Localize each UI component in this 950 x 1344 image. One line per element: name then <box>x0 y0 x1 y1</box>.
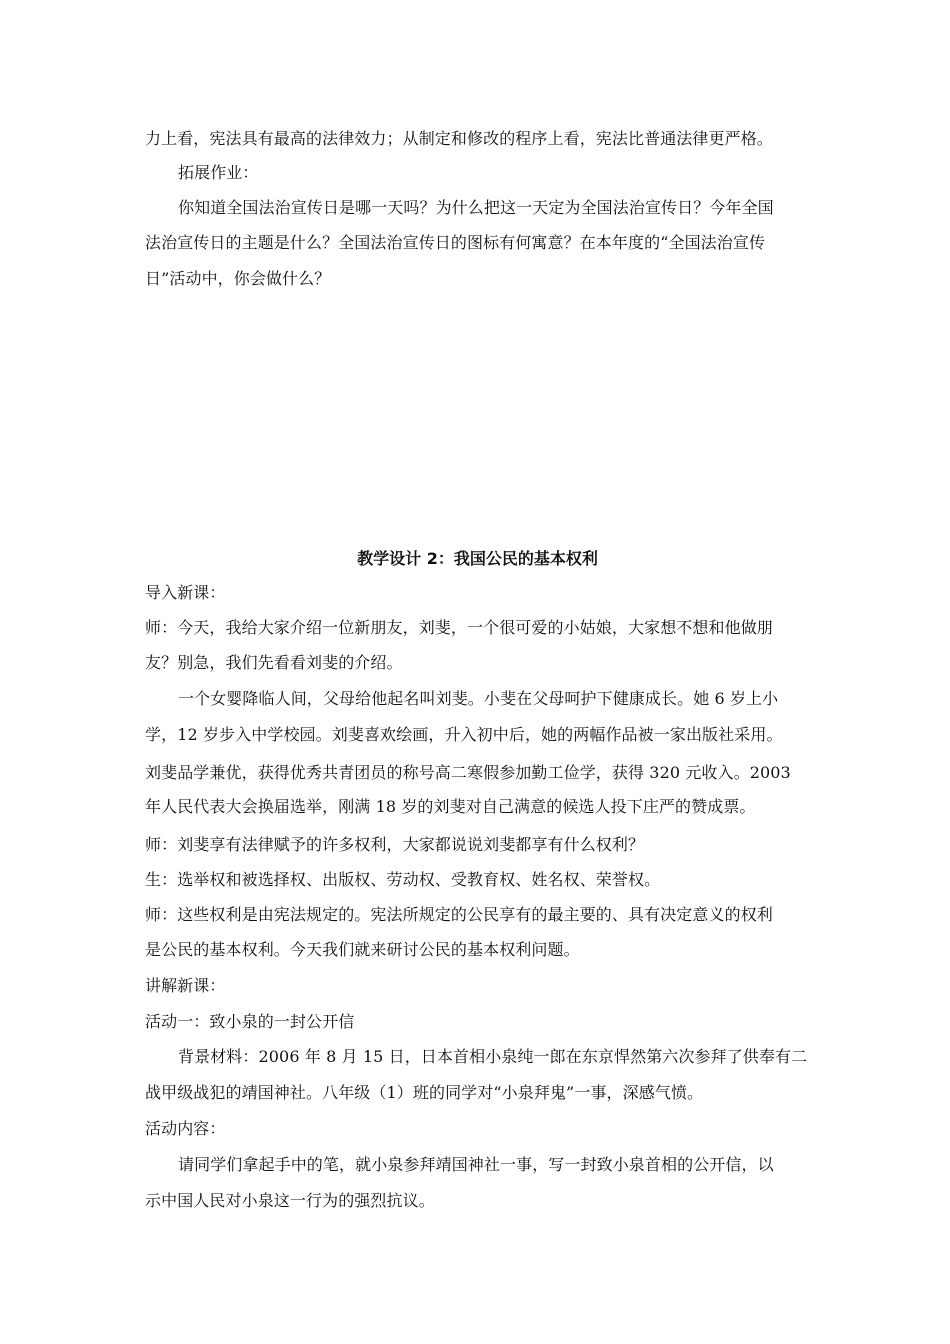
paragraph-line: 法治宣传日的主题是什么？全国法治宣传日的图标有何寓意？在本年度的“全国法治宣传 <box>145 233 766 252</box>
paragraph-line: 友？别急，我们先看看刘斐的介绍。 <box>145 653 403 672</box>
paragraph-line: 战甲级战犯的靖国神社。八年级（1）班的同学对“小泉拜鬼”一事，深感气愤。 <box>145 1083 704 1102</box>
paragraph-line: 师：刘斐享有法律赋予的许多权利，大家都说说刘斐都享有什么权利？ <box>145 835 645 854</box>
paragraph-line: 示中国人民对小泉这一行为的强烈抗议。 <box>145 1191 435 1210</box>
activity-heading: 活动一：致小泉的一封公开信 <box>145 1012 355 1031</box>
paragraph-line: 你知道全国法治宣传日是哪一天吗？为什么把这一天定为全国法治宣传日？今年全国 <box>178 198 774 217</box>
paragraph-line: 是公民的基本权利。今天我们就来研讨公民的基本权利问题。 <box>145 940 580 959</box>
paragraph-line: 日”活动中，你会做什么？ <box>145 269 331 288</box>
paragraph-line: 师：今天，我给大家介绍一位新朋友，刘斐，一个很可爱的小姑娘，大家想不想和他做朋 <box>145 618 773 637</box>
paragraph-line: 一个女婴降临人间，父母给他起名叫刘斐。小斐在父母呵护下健康成长。她 6 岁上小 <box>178 689 779 708</box>
paragraph-line: 师：这些权利是由宪法规定的。宪法所规定的公民享有的最主要的、具有决定意义的权利 <box>145 905 773 924</box>
paragraph-line: 年人民代表大会换届选举，刚满 18 岁的刘斐对自己满意的候选人投下庄严的赞成票。 <box>145 797 756 816</box>
section-title: 教学设计 2：我国公民的基本权利 <box>357 549 598 568</box>
lecture-heading: 讲解新课： <box>145 976 226 995</box>
paragraph-line: 生：选举权和被选择权、出版权、劳动权、受教育权、姓名权、荣誉权。 <box>145 870 661 889</box>
activity-content-heading: 活动内容： <box>145 1119 226 1138</box>
intro-heading: 导入新课： <box>145 583 226 602</box>
homework-heading: 拓展作业： <box>178 163 259 182</box>
paragraph-line: 力上看，宪法具有最高的法律效力；从制定和修改的程序上看，宪法比普通法律更严格。 <box>145 129 773 148</box>
paragraph-line: 背景材料：2006 年 8 月 15 日，日本首相小泉纯一郎在东京悍然第六次参拜了供奉有二 <box>178 1047 808 1066</box>
paragraph-line: 请同学们拿起手中的笔，就小泉参拜靖国神社一事，写一封致小泉首相的公开信，以 <box>178 1155 774 1174</box>
paragraph-line: 学，12 岁步入中学校园。刘斐喜欢绘画，升入初中后，她的两幅作品被一家出版社采用。 <box>145 725 783 744</box>
paragraph-line: 刘斐品学兼优，获得优秀共青团员的称号高二寒假参加勤工俭学，获得 320 元收入。2003 <box>145 763 791 782</box>
